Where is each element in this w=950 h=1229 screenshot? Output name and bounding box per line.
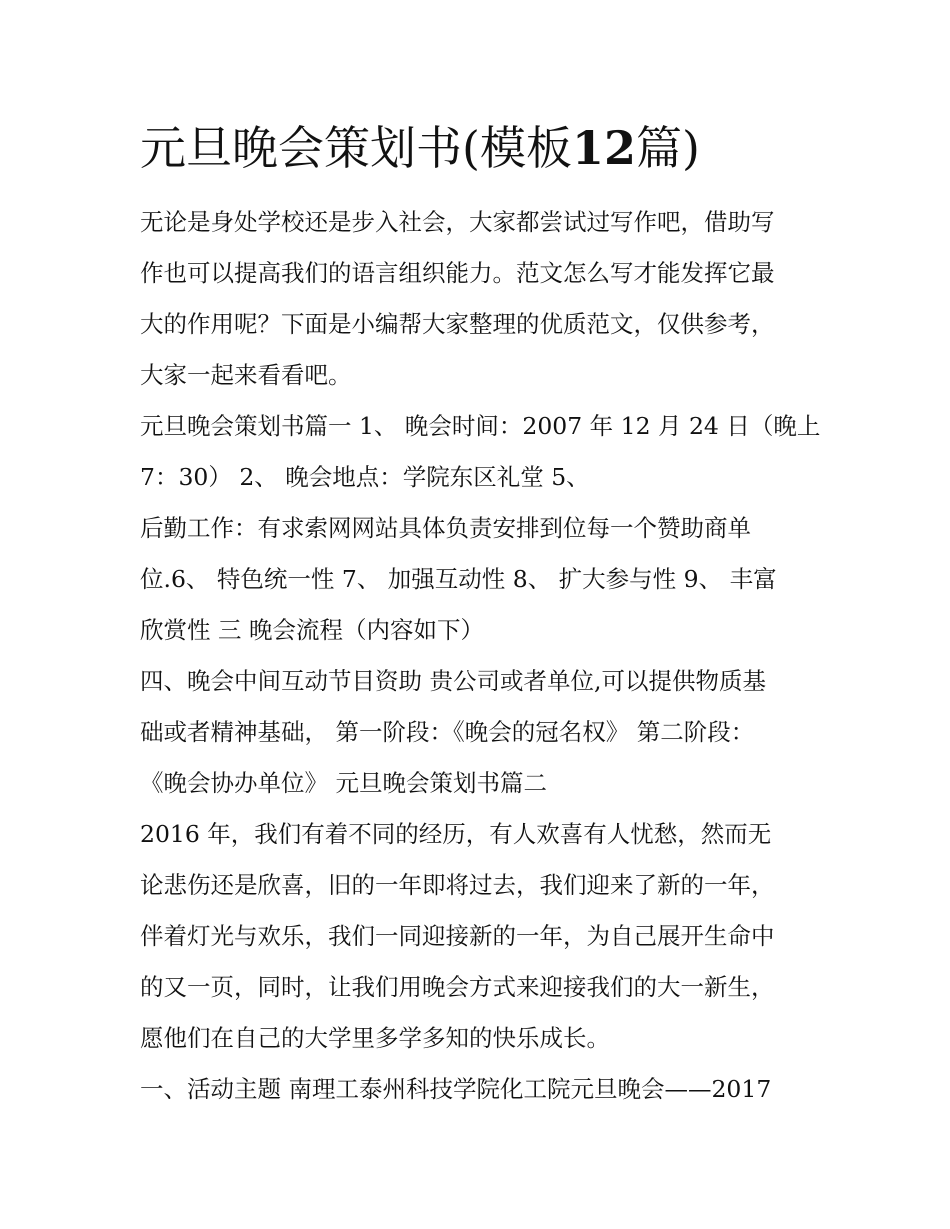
text-line: 元旦晚会策划书篇一 1、 晚会时间：2007 年 12 月 24 日（晚上 bbox=[140, 412, 821, 440]
text-line: 大的作用呢？下面是小编帮大家整理的优质范文，仅供参考， bbox=[140, 310, 775, 338]
text-line: 四、晚会中间互动节目资助 贵公司或者单位,可以提供物质基 bbox=[140, 667, 766, 695]
text-line: 作也可以提高我们的语言组织能力。范文怎么写才能发挥它最 bbox=[140, 259, 775, 287]
text-line: 欣赏性 三 晚会流程（内容如下） bbox=[140, 616, 484, 644]
title-text: 元旦晚会策划书(模板 bbox=[140, 121, 572, 175]
text-line: 的又一页，同时，让我们用晚会方式来迎接我们的大一新生， bbox=[140, 973, 775, 1001]
text-line: 大家一起来看看吧。 bbox=[140, 361, 352, 389]
text-line: 一、活动主题 南理工泰州科技学院化工院元旦晚会——2017 bbox=[140, 1075, 772, 1103]
text-line: 愿他们在自己的大学里多学多知的快乐成长。 bbox=[140, 1024, 610, 1052]
text-line: 论悲伤还是欣喜，旧的一年即将过去，我们迎来了新的一年， bbox=[140, 871, 775, 899]
text-line: 伴着灯光与欢乐，我们一同迎接新的一年，为自己展开生命中 bbox=[140, 922, 775, 950]
text-line: 2016 年，我们有着不同的经历，有人欢喜有人忧愁，然而无 bbox=[140, 820, 772, 848]
document-body bbox=[140, 197, 820, 1115]
title-suffix: 篇) bbox=[635, 121, 700, 175]
text-line: 础或者精神基础， 第一阶段：《晚会的冠名权》 第二阶段： bbox=[140, 718, 755, 746]
title-number: 12 bbox=[571, 121, 636, 175]
text-line: 《晚会协办单位》 元旦晚会策划书篇二 bbox=[140, 769, 547, 797]
document-title bbox=[140, 118, 840, 178]
text-line: 位.6、 特色统一性 7、 加强互动性 8、 扩大参与性 9、 丰富 bbox=[140, 565, 777, 593]
text-line: 7：30） 2、 晚会地点：学院东区礼堂 5、 bbox=[140, 463, 590, 491]
text-line: 后勤工作：有求索网网站具体负责安排到位每一个赞助商单 bbox=[140, 514, 751, 542]
text-line: 无论是身处学校还是步入社会，大家都尝试过写作吧，借助写 bbox=[140, 208, 775, 236]
